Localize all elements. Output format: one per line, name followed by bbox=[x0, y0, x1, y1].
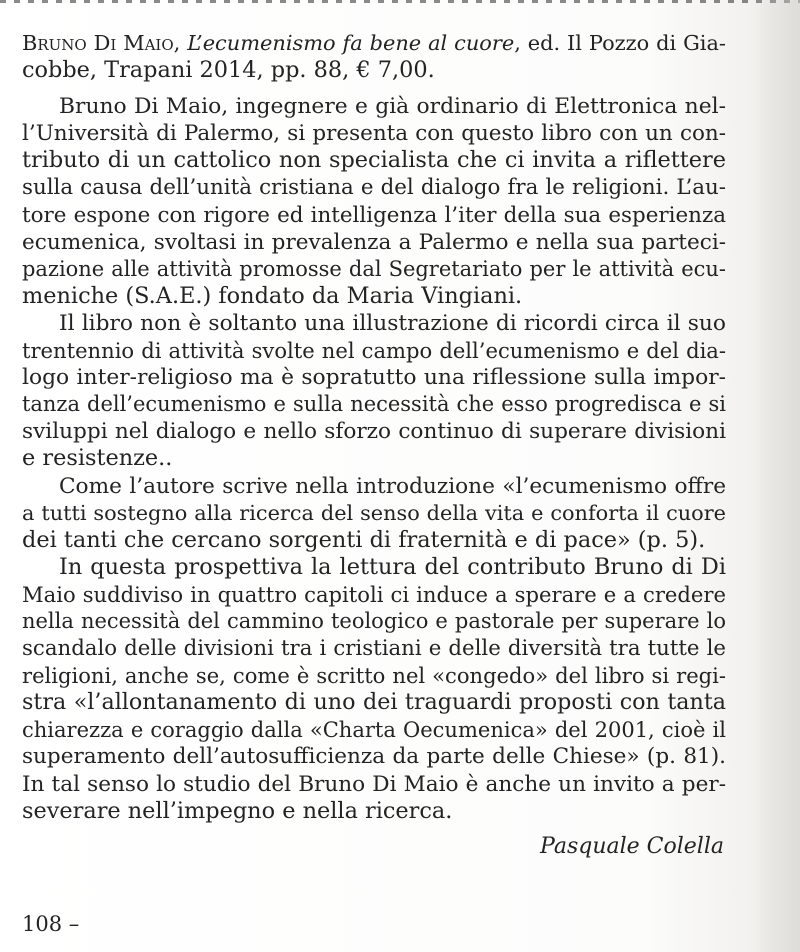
text-line: religioni, anche se, come è scritto nel «congedo» del libro si regi- bbox=[22, 663, 726, 689]
review-body bbox=[22, 93, 726, 825]
text-line: Il libro non è soltanto una illustrazione di ricordi circa il suo bbox=[59, 310, 726, 336]
review-text bbox=[22, 30, 726, 825]
page-number: 108 – bbox=[22, 912, 80, 936]
paragraph bbox=[22, 93, 726, 310]
text-line: e resistenze.. bbox=[22, 445, 173, 472]
text-line: sulla causa dell’unità cristiana e del dialogo fra le religioni. L’au- bbox=[22, 175, 726, 201]
citation-publisher: , ed. Il Pozzo di Gia- bbox=[514, 31, 726, 55]
paragraph-gap bbox=[22, 84, 726, 93]
text-line: tributo di un cattolico non specialista che ci invita a riflettere bbox=[22, 147, 726, 174]
text-line: nella necessità del cammino teologico e pastorale per superare lo bbox=[22, 608, 726, 633]
text-line: Maio suddiviso in quattro capitoli ci induce a sperare e a credere bbox=[22, 581, 726, 607]
text-line: severare nell’impegno e nella ricerca. bbox=[22, 797, 453, 824]
citation-line-2: cobbe, Trapani 2014, pp. 88, € 7,00. bbox=[22, 57, 435, 84]
text-line: pazione alle attività promosse dal Segretariato per le attività ecu- bbox=[22, 256, 726, 281]
paragraph bbox=[22, 554, 726, 825]
text-line: trentennio di attività svolte nel campo dell’ecumenismo e del dia- bbox=[22, 338, 726, 364]
top-edge-rule bbox=[0, 0, 800, 3]
text-line: l’Università di Palermo, si presenta con questo libro con un con- bbox=[22, 121, 726, 147]
text-line: tanza dell’ecumenismo e sulla necessità che esso progredisca e si bbox=[22, 392, 726, 417]
citation-line-1 bbox=[22, 30, 726, 57]
citation-author: Bruno Di Maio, bbox=[22, 31, 181, 55]
text-line: sviluppi nel dialogo e nello sforzo continuo di superare divisioni bbox=[22, 419, 726, 445]
text-line: dei tanti che cercano sorgenti di fraternità e di pace» (p. 5). bbox=[22, 526, 706, 553]
reviewer-signature: Pasquale Colella bbox=[540, 834, 724, 859]
text-line: tore espone con rigore ed intelligenza l’iter della sua esperienza bbox=[22, 202, 726, 228]
text-line: In tal senso lo studio del Bruno Di Maio è anche un invito a per- bbox=[22, 771, 726, 797]
text-line: logo inter-religioso ma è sopratutto una riflessione sulla impor- bbox=[22, 365, 726, 391]
paragraph bbox=[22, 310, 726, 473]
text-line: ecumenica, svoltasi in prevalenza a Palermo e nella sua parteci- bbox=[22, 229, 726, 255]
text-line: superamento dell’autosufficienza da parte delle Chiese» (p. 81). bbox=[22, 744, 726, 770]
text-line: meniche (S.A.E.) fondato da Maria Vingiani. bbox=[22, 282, 523, 309]
show-through-shadow bbox=[752, 0, 800, 952]
text-line: In questa prospettiva la lettura del contributo Bruno di Di bbox=[59, 553, 726, 580]
text-line: a tutti sostegno alla ricerca del senso della vita e conforta il cuore bbox=[22, 500, 726, 525]
paragraph bbox=[22, 473, 726, 554]
text-line: scandalo delle divisioni tra i cristiani e delle diversità tra tutte le bbox=[22, 636, 726, 662]
text-line: Come l’autore scrive nella introduzione «l’ecumenismo offre bbox=[59, 473, 726, 499]
text-line: chiarezza e coraggio dalla «Charta Oecumenica» del 2001, cioè il bbox=[22, 717, 726, 743]
text-line: stra «l’allontanamento di uno dei traguardi proposti con tanta bbox=[22, 689, 726, 716]
citation-title: L’ecumenismo fa bene al cuore bbox=[187, 31, 515, 55]
text-line: Bruno Di Maio, ingegnere e già ordinario di Elettronica nel- bbox=[59, 94, 726, 120]
